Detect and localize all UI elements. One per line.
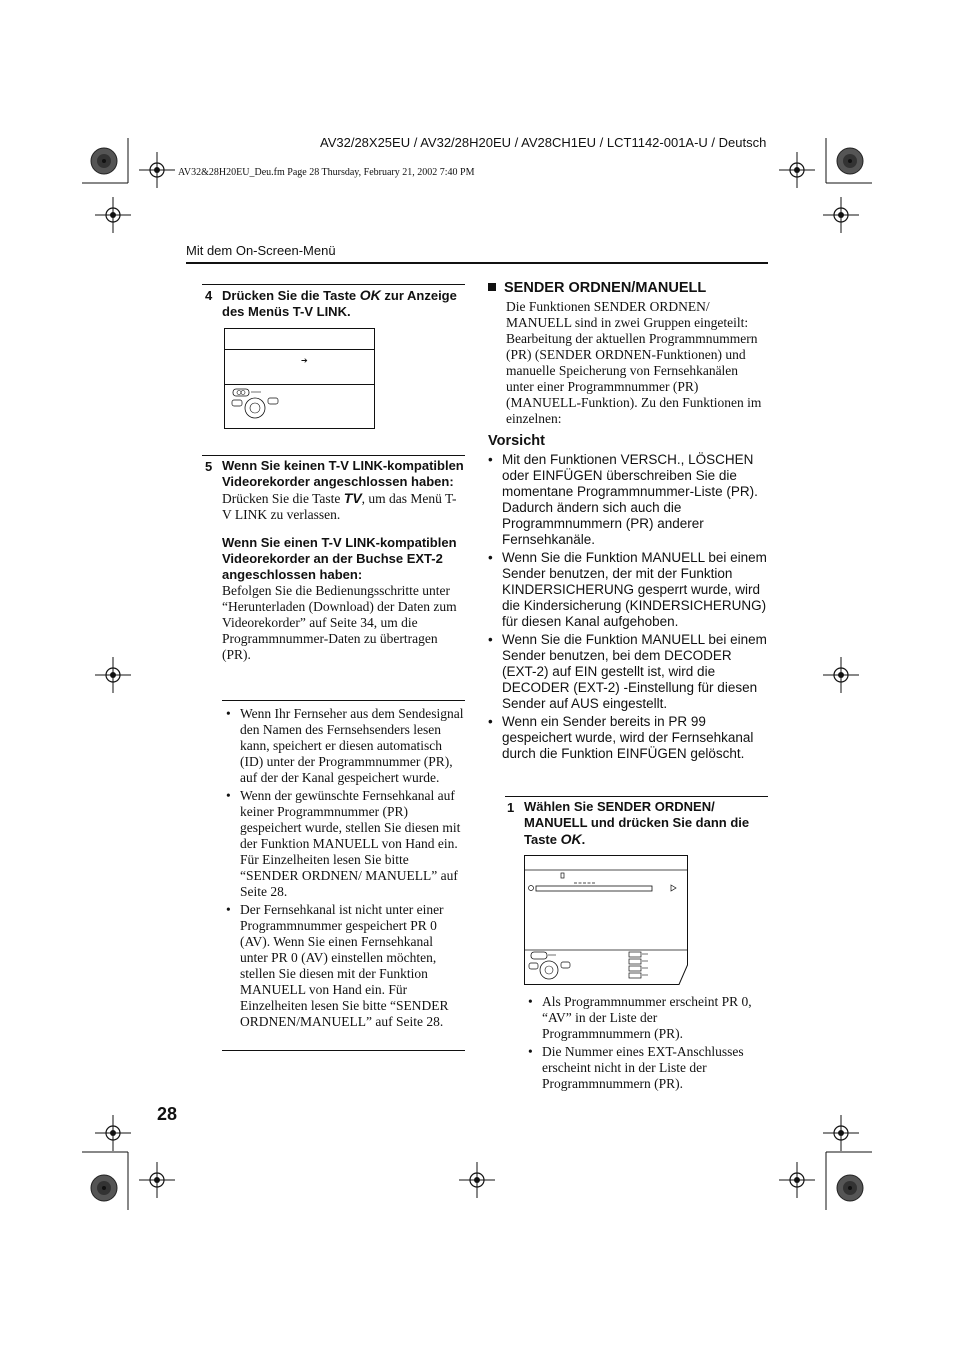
caution-list: [488, 452, 768, 764]
right-note-item: • Als Programmnummer erscheint PR 0, “AV” in der Liste der Programmnummern (PR).: [528, 994, 768, 1042]
right-note-item: • Die Nummer eines EXT-Anschlusses erscheint nicht in der Liste der Programmnummern (PR).: [528, 1044, 768, 1092]
square-bullet-icon: [488, 283, 496, 291]
caution-item: • Mit den Funktionen VERSCH., LÖSCHEN oder EINFÜGEN überschreiben Sie die momentane Programmnummer-Liste (PR). Dadurch ändern sich auch die Programmnummern (PR) anderer Fernsehkanäle.: [488, 452, 768, 548]
page-number: 28: [157, 1104, 178, 1124]
remote-buttons-icon: [231, 387, 291, 427]
step1-text-a: Wählen Sie SENDER ORDNEN/ MANUELL und drücken Sie dann die Taste: [524, 799, 750, 847]
screen-title-bar: [225, 349, 374, 350]
left-note-item: • Der Fernsehkanal ist nicht unter einer Programmnummer gespeichert PR 0 (AV). Wenn Sie einen Fernsehkanal unter PR 0 (AV) einstellen möchten, stellen Sie diesen mit der Funktion MANUELL von Hand ein. Für Einzelheiten lesen Sie bitte “SENDER ORDNEN/MANUELL” auf Seite 28.: [226, 902, 464, 1030]
screen-divider: [225, 384, 374, 385]
step4-text: [222, 287, 462, 320]
step4-number: 4: [205, 288, 213, 303]
right-intro: Die Funktionen SENDER ORDNEN/ MANUELL sind in zwei Gruppen eingeteilt: Bearbeitung der aktuellen Programmnummern (PR) (SENDER ORDNEN-Funktionen) und manuelle Speicherung von Fernsehkanälen unter einer Programmnummer (PR) (MANUELL-Funktion). Zu den Funktionen im einzelnen:: [506, 299, 762, 426]
left-note-item: • Wenn der gewünschte Fernsehkanal auf keiner Programmnummer (PR) gespeichert wurde, stellen Sie diesen mit der Funktion MANUELL von Hand ein. Für Einzelheiten lesen Sie bitte “SENDER ORDNEN/ MANUELL” auf Seite 28.: [226, 788, 464, 900]
model-line: AV32/28X25EU / AV32/28H20EU / AV28CH1EU / LCT1142-001A-U / Deutsch: [320, 135, 767, 150]
left-notes-list: [226, 706, 464, 1032]
step5-heading-2: Wenn Sie einen T-V LINK-kompatiblen Videorekorder an der Buchse EXT-2 angeschlossen haben:: [222, 535, 457, 582]
screen-arrow: ➔: [301, 356, 308, 365]
caution-item: • Wenn Sie die Funktion MANUELL bei einem Sender benutzen, bei dem DECODER (EXT-2) auf EIN gestellt ist, wird die DECODER (EXT-2) -Einstellung für diesen Sender auf AUS eingestellt.: [488, 632, 768, 712]
right-heading: [488, 280, 706, 296]
step5-body-1: [222, 490, 464, 523]
step5-body-2: Befolgen Sie die Bedienungsschritte unter “Herunterladen (Download) der Daten zum Videorekorder” auf Seite 34, um die Programmnummer-Daten zu übertragen (PR).: [222, 583, 457, 662]
step5-body-1b: , um das Menü T-V LINK zu verlassen.: [222, 491, 457, 522]
ok-key-glyph: OK: [359, 287, 381, 303]
right-heading-text: SENDER ORDNEN/MANUELL: [504, 280, 707, 296]
notes-bottom-rule: [222, 1050, 465, 1051]
tv-key-glyph: TV: [343, 490, 362, 506]
caution-item: • Wenn Sie die Funktion MANUELL bei einem Sender benutzen, der mit der Funktion KINDERSICHERUNG gesperrt wurde, wird die Kindersicherung (KINDERSICHERUNG) für diesen Kanal aufgehoben.: [488, 550, 768, 630]
step5-rule: [202, 455, 465, 456]
caution-item: • Wenn ein Sender bereits in PR 99 gespeichert wurde, wird der Fernsehkanal durch die Funktion EINFÜGEN gelöscht.: [488, 714, 768, 762]
file-info-line: AV32&28H20EU_Deu.fm Page 28 Thursday, February 21, 2002 7:40 PM: [178, 167, 475, 178]
step4-text-a: Drücken Sie die Taste: [222, 288, 360, 303]
notes-top-rule: [222, 700, 465, 701]
section-header: Mit dem On-Screen-Menü: [186, 243, 336, 258]
step5-body-1a: Drücken Sie die Taste: [222, 491, 344, 506]
step1-rule: [505, 796, 768, 797]
left-note-item: • Wenn Ihr Fernseher aus dem Sendesignal den Namen des Fernsehsenders lesen kann, speichert er diesen automatisch (ID) unter der Programmnummer (PR), auf der der Kanal gespeichert wurde.: [226, 706, 464, 786]
caution-title: Vorsicht: [488, 433, 545, 449]
tv-link-menu-screen: [224, 328, 375, 429]
right-notes-list: [528, 994, 768, 1094]
step1-text: [524, 799, 764, 848]
step1-text-b: .: [581, 832, 586, 847]
header-rule: [186, 262, 768, 264]
step1-number: 1: [507, 800, 515, 815]
step5-heading-1: Wenn Sie keinen T-V LINK-kompatiblen Videorekorder angeschlossen haben:: [222, 458, 464, 489]
step4-rule: [202, 284, 465, 285]
step5-block: [222, 458, 464, 663]
step4-text-b: zur Anzeige des Menüs T-V LINK.: [222, 288, 457, 319]
ok-key-glyph: OK: [560, 831, 582, 847]
sender-ordnen-screen: [524, 855, 690, 986]
step5-number: 5: [205, 459, 213, 474]
